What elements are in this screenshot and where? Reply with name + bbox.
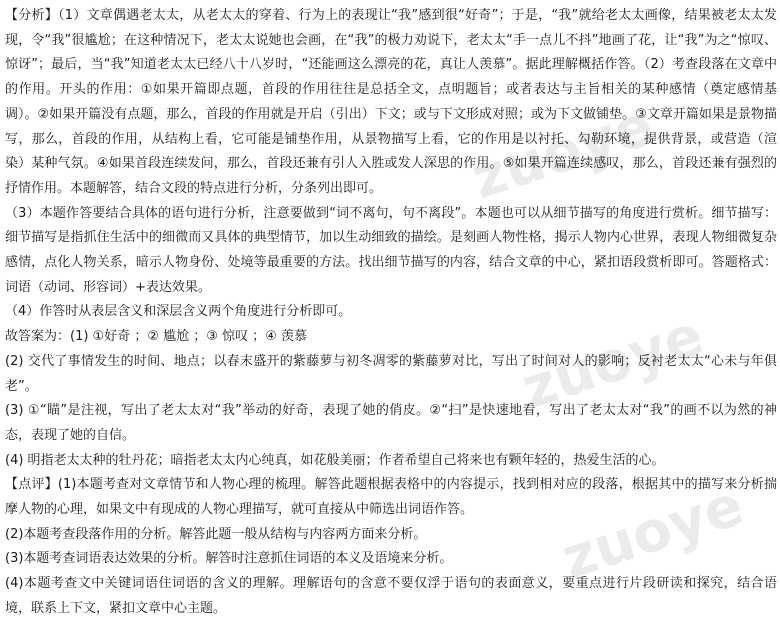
answer-3: (3) ①“瞄”是注视，写出了老太太对“我”举动的好奇，表现了她的俏皮。②“扫”是快速地看，写出了老太太对“我”的画不以为然的神态，表现了她的自信。 bbox=[5, 403, 777, 443]
answer-1: 故答案为：(1) ①好奇 ；② 尴尬 ；③ 惊叹 ；④ 羡慕 bbox=[5, 329, 307, 345]
analysis-paragraph-4: （4）作答时从表层含义和深层含义两个角度进行分析即可。 bbox=[5, 304, 352, 320]
answer-2: (2) 交代了事情发生的时间、地点；以春末盛开的紫藤萝与初冬凋零的紫藤萝对比，写出了时间对人的影响；反衬老太太“心未与年俱老”。 bbox=[5, 353, 777, 394]
analysis-paragraph-1: 【分析】（1）文章偶遇老太太，从老太太的穿着、行为上的表现让“我”感到很“好奇”；于是，“我”就给老太太画像，结果被老太太发现，令“我”很尴尬；在这种情况下，老太太说她也会画，在“我”的极力劝说下，老太太“手一点儿不抖”地画了花，让“我”为之“惊叹、惊讶”；最后，当“我”知道老太太已经八十八岁时，“还能画这么漂亮的花，真让人羡慕”。据此理解概括作答。（2）考查段落在文章中的作用。开头的作用：①如果开篇即点题，首段的作用往往是总括全文，点明题旨；或者表达与主旨相关的某种感情（奠定感情基调）。②如果开篇没有点题，那么，首段的作用就是开启（引出）下文；或与下文形成对照；或为下文做铺垫。③文章开篇如果是景物描写，那么，首段的作用，从结构上看，它可能是铺垫作用，从景物描写上看，它的作用是以衬托、勾勒环境，提供背景，或营造（渲染）某种气氛。④如果首段连续发问，那么，首段还兼有引人入胜或发人深思的作用。⑤如果开篇连续感叹，那么，首段还兼有强烈的抒情作用。本题解答，结合文段的特点进行分析，分条列出即可。 bbox=[5, 8, 777, 196]
watermark: zuoye bbox=[554, 472, 751, 593]
analysis-paragraph-3: （3）本题作答要结合具体的语句进行分析，注意要做到“词不离句，句不离段”。本题也可以从细节描写的角度进行赏析。细节描写：细节描写是指抓住生活中的细微而又具体的典型情节，加以生动细致的描绘。是刻画人物性格，揭示人物内心世界，表现人物细微复杂感情，点化人物关系，暗示人物身份、处境等最重要的方法。找出细节描写的内容，结合文章的中心，紧扣语段赏析即可。答题格式：词语（动词、形容词）+表达效果。 bbox=[5, 205, 777, 295]
comment-3: (3)本题考查词语表达效果的分析。解答时注意抓住词语的本义及语境来分析。 bbox=[5, 551, 453, 567]
comment-1: 【点评】(1)本题考查对文章情节和人物心理的梳理。解答此题根据表格中的内容提示，找到相对应的段落，根据其中的描写来分析揣摩人物的心理，如果文中有现成的人物心理描写，就可直接从中筛选出词语作答。 bbox=[5, 477, 777, 518]
comment-2: (2)本题考查段落作用的分析。解答此题一般从结构与内容两方面来分析。 bbox=[5, 526, 427, 542]
watermark: zuoye bbox=[464, 92, 661, 213]
watermark: zuoye bbox=[514, 302, 711, 423]
comment-4: (4)本题考查文中关键词语住词语的含义的理解。理解语句的含意不要仅浮于语句的表面意义，要重点进行片段研读和探究，结合语境，联系上下文，紧扣文章中心主题。 bbox=[5, 576, 777, 616]
answer-4: (4) 明指老太太种的牡丹花；暗指老太太内心纯真，如花般美丽；作者希望自己将来也有颗年轻的，热爱生活的心。 bbox=[5, 452, 665, 468]
answer-analysis-document bbox=[5, 4, 777, 622]
